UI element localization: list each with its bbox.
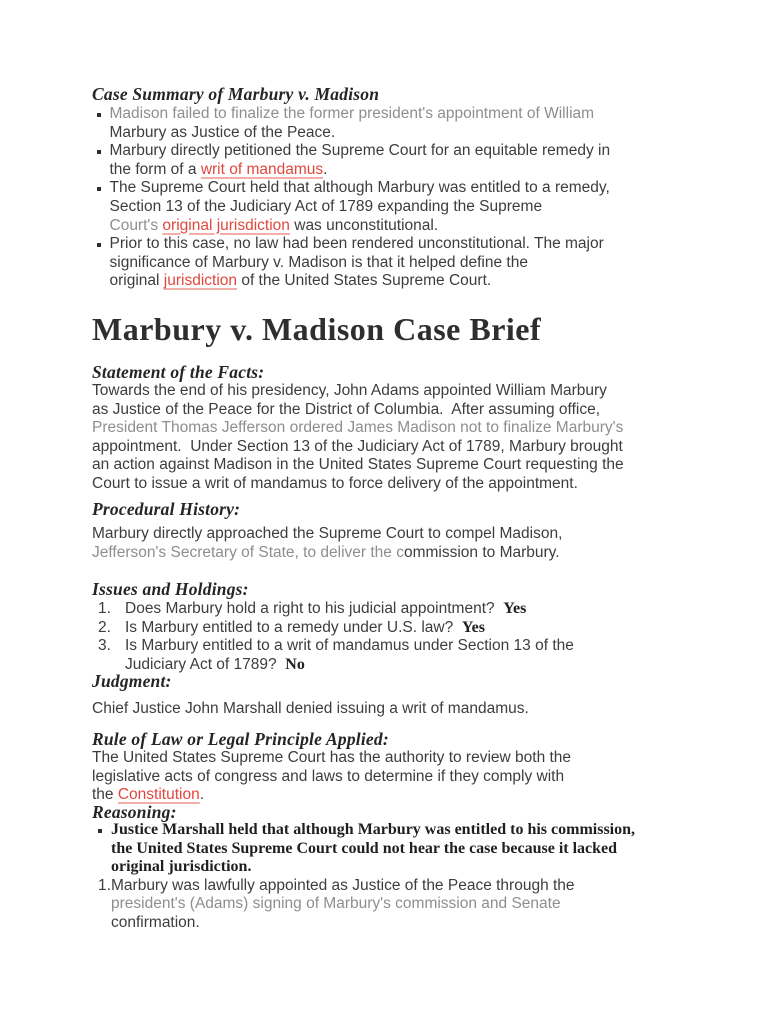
rule-of-law-heading: Rule of Law or Legal Principle Applied: (92, 729, 389, 749)
text-line (92, 198, 732, 217)
text-segment: Yes (461, 618, 485, 636)
document-title: Marbury v. Madison Case Brief (92, 311, 542, 347)
text-segment: legislative acts of congress and laws to determine if they comply with (92, 767, 565, 785)
text-segment: confirmation. (111, 913, 200, 931)
issues-and-holdings-heading: Issues and Holdings: (92, 579, 249, 599)
text-segment: appointment. Under Section 13 of the Judiciary Act of 1789, Marbury brought (92, 437, 623, 455)
rule-of-law-paragraph (92, 749, 732, 805)
text-segment: Court to issue a writ of mandamus to force delivery of the appointment. (92, 474, 578, 492)
text-segment: president's (Adams) signing of Marbury's commission and Senate (111, 895, 561, 913)
bullet-marker (98, 829, 102, 833)
text-line (92, 272, 732, 291)
text-line (92, 105, 732, 124)
statement-of-facts-paragraph (92, 382, 732, 494)
text-line (92, 254, 732, 273)
list-number-marker: 1. (98, 876, 111, 894)
text-segment: Marbury directly approached the Supreme Court to compel Madison, (92, 525, 563, 542)
text-line (92, 456, 732, 475)
text-line (92, 217, 732, 236)
bullet-marker (97, 150, 101, 154)
text-segment: of the United States Supreme Court. (237, 272, 492, 290)
text-segment: Court's (109, 216, 163, 234)
text-segment: Prior to this case, no law had been rendered unconstitutional. The major (109, 235, 604, 253)
text-line (92, 438, 732, 457)
text-segment: Madison failed to finalize the former president's appointment of William (109, 105, 595, 122)
procedural-history-heading: Procedural History: (92, 499, 241, 519)
text-segment: significance of Marbury v. Madison is that it helped define the (109, 253, 528, 271)
text-line (92, 619, 732, 638)
text-segment: President Thomas Jefferson ordered James Madison not to finalize Marbury's (92, 419, 624, 437)
text-line (92, 382, 732, 401)
procedural-history-paragraph (92, 525, 732, 562)
list-number-marker: 2. (98, 618, 111, 636)
text-segment: an action against Madison in the United States Supreme Court requesting the (92, 456, 624, 474)
hyperlink[interactable]: original jurisdiction (162, 216, 290, 234)
text-segment: Does Marbury hold a right to his judicial appointment? (125, 600, 504, 617)
text-line (92, 475, 732, 494)
text-line (92, 700, 732, 719)
statement-of-facts-heading: Statement of the Facts: (92, 362, 265, 382)
text-line (92, 544, 732, 563)
reasoning-heading: Reasoning: (92, 802, 177, 822)
issues-numbered-list (92, 600, 732, 674)
text-segment: original jurisdiction. (111, 858, 252, 876)
text-segment: Marbury as Justice of the Peace. (109, 123, 336, 141)
text-segment: the form of a (109, 160, 201, 178)
text-segment: Marbury directly petitioned the Supreme Court for an equitable remedy in (109, 142, 611, 160)
text-segment: Marbury was lawfully appointed as Justice of the Peace through the (111, 876, 575, 894)
text-line (92, 235, 732, 254)
text-line (92, 821, 732, 840)
text-line (92, 768, 732, 787)
text-line (92, 858, 732, 877)
text-segment: ommission to Marbury. (403, 543, 560, 561)
text-segment: original (109, 272, 164, 290)
text-line (92, 749, 732, 768)
hyperlink[interactable]: jurisdiction (163, 272, 238, 290)
text-segment: Section 13 of the Judiciary Act of 1789 expanding the Supreme (109, 197, 543, 215)
text-segment: . (323, 160, 328, 178)
text-line (92, 877, 732, 896)
text-line (92, 401, 732, 420)
bullet-marker (97, 187, 101, 191)
text-line (92, 840, 732, 859)
text-line (92, 142, 732, 161)
text-line (92, 637, 732, 656)
text-segment: The Supreme Court held that although Marbury was entitled to a remedy, (109, 179, 610, 197)
text-segment: as Justice of the Peace for the District of Columbia. After assuming office, (92, 400, 601, 418)
text-line (92, 179, 732, 198)
hyperlink[interactable]: Constitution (117, 786, 200, 804)
text-line (92, 419, 732, 438)
text-line (92, 124, 732, 143)
text-segment: was unconstitutional. (289, 216, 439, 234)
text-segment: Towards the end of his presidency, John Adams appointed William Marbury (92, 382, 607, 399)
text-line (92, 600, 732, 619)
text-segment: . (199, 786, 205, 804)
text-segment: No (285, 655, 305, 673)
text-segment: Yes (503, 600, 527, 617)
text-segment: Justice Marshall held that although Marbury was entitled to his commission, (111, 821, 636, 838)
list-number-marker: 3. (98, 637, 111, 655)
text-segment: Judiciary Act of 1789? (125, 655, 286, 673)
text-line (92, 525, 732, 544)
text-segment: the (92, 786, 118, 804)
bullet-marker (97, 113, 101, 117)
judgment-paragraph (92, 700, 732, 719)
text-line (92, 914, 732, 933)
list-number-marker: 1. (98, 600, 111, 617)
text-segment: Jefferson's Secretary of State, to deliver the c (92, 543, 404, 561)
text-segment: Chief Justice John Marshall denied issuing a writ of mandamus. (92, 700, 529, 717)
text-line (92, 895, 732, 914)
text-segment: Is Marbury entitled to a writ of mandamus under Section 13 of the (125, 637, 574, 655)
case-summary-bullet-list (92, 105, 732, 291)
hyperlink[interactable]: writ of mandamus (200, 160, 324, 178)
judgment-heading: Judgment: (92, 671, 172, 691)
text-line (92, 161, 732, 180)
bullet-marker (97, 243, 101, 247)
case-summary-title: Case Summary of Marbury v. Madison (92, 84, 380, 104)
text-segment: Is Marbury entitled to a remedy under U.S. law? (125, 618, 462, 636)
text-segment: the United States Supreme Court could not hear the case because it lacked (111, 839, 618, 857)
reasoning-list (92, 821, 732, 933)
text-segment: The United States Supreme Court has the authority to review both the (92, 749, 572, 766)
